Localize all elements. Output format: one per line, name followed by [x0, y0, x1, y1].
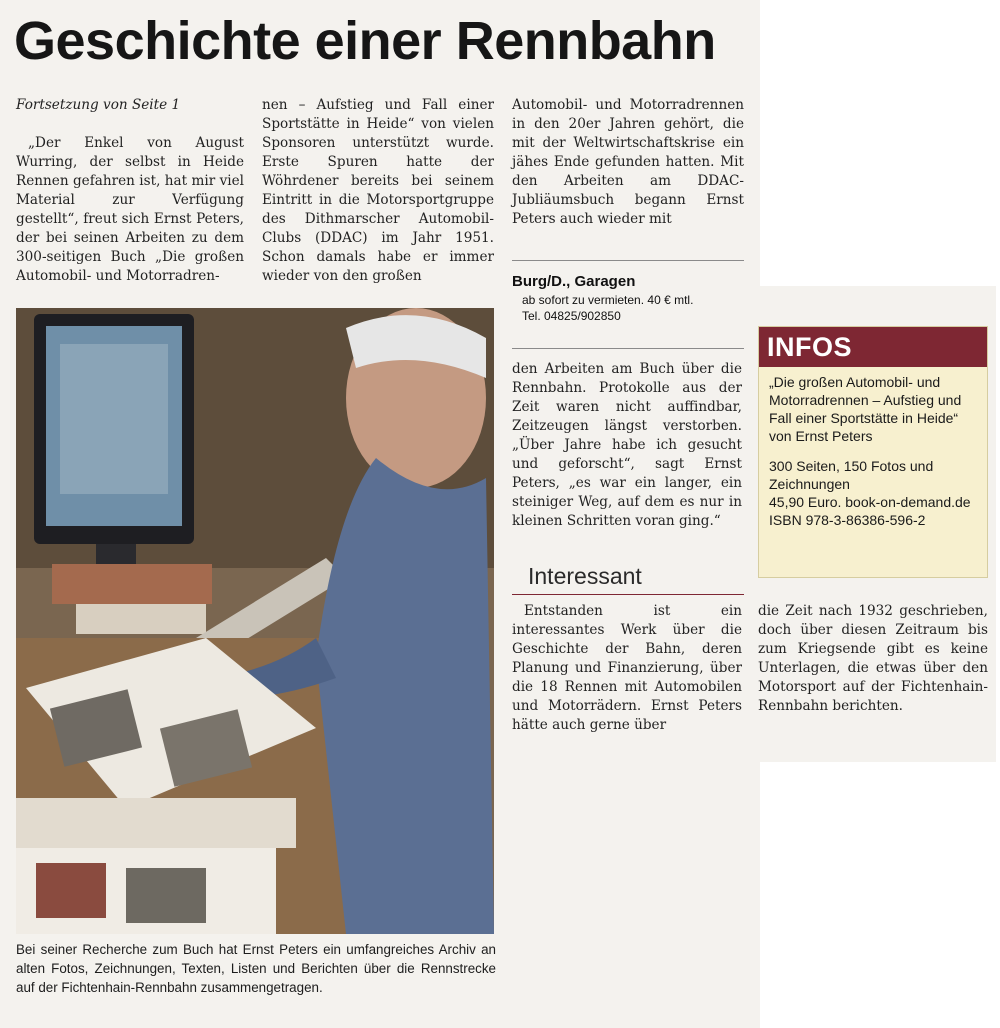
ad-bottom-divider — [512, 348, 744, 349]
loose-photo-2 — [126, 868, 206, 923]
screen-window — [60, 344, 168, 494]
ad-title: Burg/D., Garagen — [512, 273, 636, 290]
article-column-3 — [512, 96, 744, 229]
article-paragraph-5: Entstanden ist ein interessantes Werk über die Geschichte der Bahn, deren Planung und Finanzierung, über die 18 Rennen mit Automobilen und Motorrädern. Ernst Peters hätte auch gerne über — [512, 603, 742, 733]
article-paragraph-2: nen – Aufstieg und Fall einer Sportstätte in Heide“ von vielen Sponsoren unterstützt wurde. Erste Spuren hatte der Wöhrdener bereits bei seinem Eintritt in die Motorsportgruppe des Dithmarscher Automobil-Clubs (DDAC) im Jahr 1951. Schon damals habe er immer wieder von den großen — [262, 97, 494, 284]
article-paragraph-4: den Arbeiten am Buch über die Rennbahn. Protokolle aus der Zeit waren nicht auffindbar, Zeitzeugen längst verstorben. „Über Jahre habe ich gesucht und geforscht“, sagt Ernst Peters, „es war ein langer, ein steiniger Weg, auf dem es nur in kleinen Schritten voran ging.“ — [512, 361, 742, 529]
binder-pages — [16, 798, 296, 848]
kicker: Fortsetzung von Seite 1 — [16, 97, 181, 113]
monitor-stand — [96, 544, 136, 564]
article-photo — [16, 308, 494, 934]
section-subheading: Interessant — [528, 563, 642, 589]
infos-price: 45,90 Euro. book-on-demand.de — [769, 494, 971, 510]
article-paragraph-3: Automobil- und Motorradrennen in den 20er Jahren gehört, die mit der Weltwirtschaftskrise ein jähes Ende gefunden hatten. Mit den Arbeiten am DDAC-Jubliäumsbuch begann Ernst Peters auch wieder mit — [512, 97, 744, 227]
computer-case — [76, 604, 206, 634]
headline: Geschichte einer Rennbahn — [14, 11, 716, 71]
ad-top-divider — [512, 260, 744, 261]
infos-details: 300 Seiten, 150 Fotos und Zeichnungen — [769, 458, 934, 492]
infos-body — [769, 373, 981, 529]
article-column-1 — [16, 96, 244, 286]
article-paragraph-6: die Zeit nach 1932 geschrieben, doch über diesen Zeitraum bis zum Kriegsende gibt es keine Unterlagen, die etwas über den Motorsport auf der Fichtenhain-Rennbahn berichten. — [758, 603, 988, 714]
article-column-bottom-2 — [758, 602, 988, 716]
ad-phone: Tel. 04825/902850 — [522, 309, 621, 323]
infos-isbn: ISBN 978-3-86386-596-2 — [769, 512, 926, 528]
infos-box — [758, 326, 988, 578]
loose-photo-1 — [36, 863, 106, 918]
infos-author: von Ernst Peters — [769, 428, 873, 444]
classified-ad — [512, 266, 744, 342]
article-column-bottom-1 — [512, 602, 742, 735]
infos-book-title: „Die großen Automobil- und Motorradrennen – Aufstieg und Fall einer Sportstätte in Heide“ — [769, 374, 962, 426]
article-column-2 — [262, 96, 494, 286]
ad-text: ab sofort zu vermieten. 40 € mtl. — [522, 293, 694, 307]
man-sweater — [316, 458, 494, 934]
article-paragraph-1: „Der Enkel von August Wurring, der selbst in Heide Rennen gefahren ist, hat mir viel Material zur Verfügung gestellt“, freut sich Ernst Peters, der bei seinen Arbeiten zu dem 300-seitigen Buch „Die großen Automobil- und Motorradren- — [16, 135, 244, 284]
book-stack — [52, 564, 212, 604]
subheading-divider — [512, 594, 744, 595]
photo-caption: Bei seiner Recherche zum Buch hat Ernst Peters ein umfangreiches Archiv an alten Fotos, Zeichnungen, Texten, Listen und Berichten über die Rennstrecke auf der Fichtenhain-Rennbahn zusammengetragen. — [16, 942, 496, 995]
infos-header: INFOS — [759, 327, 987, 367]
article-column-3-continued — [512, 360, 742, 531]
photo-illustration — [16, 308, 494, 934]
